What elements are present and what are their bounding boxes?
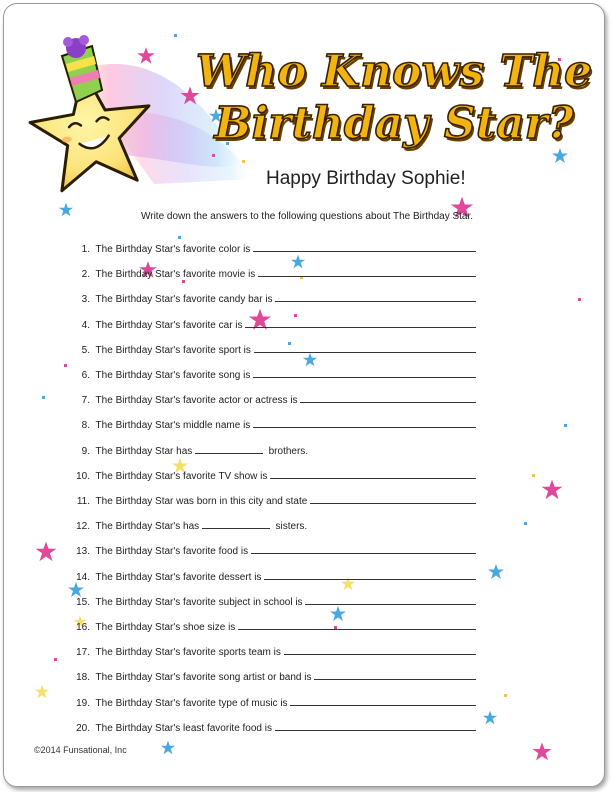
question-text: The Birthday Star's favorite song artist or band is (90, 672, 315, 684)
question-number: 6. (81, 370, 90, 381)
question-item (56, 570, 476, 583)
question-suffix: brothers. (263, 445, 309, 457)
question-text: The Birthday Star's favorite song is (90, 370, 254, 381)
question-text: The Birthday Star's favorite actor or actress is (90, 395, 301, 407)
question-number: 4. (81, 319, 90, 331)
question-text: The Birthday Star's favorite color is (90, 244, 254, 255)
question-text: The Birthday Star's middle name is (90, 420, 254, 432)
question-item (56, 544, 476, 557)
answer-blank[interactable] (195, 444, 263, 454)
question-number: 20. (76, 722, 90, 734)
question-text: The Birthday Star was born in this city and state (90, 496, 311, 507)
question-item (56, 418, 476, 431)
question-suffix: sisters. (269, 521, 308, 533)
answer-blank[interactable] (275, 292, 476, 302)
question-number: 13. (76, 546, 90, 558)
question-text: The Birthday Star has (90, 445, 196, 457)
question-text: The Birthday Star's least favorite food is (90, 722, 275, 734)
question-item (56, 670, 476, 683)
answer-blank[interactable] (270, 469, 476, 479)
answer-blank[interactable] (253, 368, 476, 378)
subtitle: Happy Birthday Sophie! (266, 168, 466, 189)
answer-blank[interactable] (253, 242, 476, 252)
answer-blank[interactable] (251, 544, 476, 554)
copyright-footer: ©2014 Funsational, Inc (34, 745, 127, 755)
question-item (56, 469, 476, 482)
question-number: 12. (76, 521, 90, 533)
answer-blank[interactable] (314, 670, 476, 680)
question-number: 7. (81, 395, 90, 407)
answer-blank[interactable] (238, 620, 476, 630)
question-number: 5. (81, 344, 90, 356)
question-item (56, 645, 476, 658)
question-number: 3. (81, 294, 90, 306)
answer-blank[interactable] (275, 721, 476, 731)
question-text: The Birthday Star's favorite car is (90, 319, 246, 331)
question-item (56, 444, 308, 457)
question-number: 15. (76, 596, 90, 608)
question-number: 11. (76, 496, 90, 507)
question-text: The Birthday Star's favorite candy bar is (90, 294, 276, 306)
question-item (56, 267, 476, 280)
question-number: 18. (76, 672, 90, 684)
answer-blank[interactable] (284, 645, 476, 655)
question-number: 17. (76, 647, 90, 659)
question-text: The Birthday Star's favorite sports team is (90, 647, 284, 659)
question-text: The Birthday Star's favorite dessert is (90, 571, 265, 583)
answer-blank[interactable] (300, 393, 476, 403)
question-number: 8. (81, 420, 90, 432)
question-text: The Birthday Star's favorite food is (90, 546, 251, 558)
question-number: 14. (76, 571, 90, 583)
party-hat-icon (62, 35, 102, 102)
answer-blank[interactable] (310, 494, 476, 504)
question-item (56, 494, 476, 507)
page-frame (3, 3, 605, 787)
question-text: The Birthday Star's favorite type of music is (90, 697, 291, 709)
question-text: The Birthday Star's has (90, 521, 202, 533)
question-number: 16. (76, 622, 90, 633)
question-text: The Birthday Star's shoe size is (90, 622, 239, 633)
question-number: 19. (76, 697, 90, 709)
question-item (56, 368, 476, 381)
title-line-1: Who Knows The (195, 46, 593, 97)
question-item (56, 696, 476, 709)
question-item (56, 292, 476, 305)
answer-blank[interactable] (245, 318, 476, 328)
answer-blank[interactable] (253, 418, 476, 428)
instructions: Write down the answers to the following questions about The Birthday Star. (141, 211, 474, 222)
question-item (56, 595, 476, 608)
answer-blank[interactable] (258, 267, 476, 277)
answer-blank[interactable] (305, 595, 476, 605)
question-number: 10. (76, 470, 90, 482)
question-item (56, 393, 476, 406)
question-item (56, 519, 307, 532)
question-text: The Birthday Star's favorite movie is (90, 269, 259, 281)
answer-blank[interactable] (202, 519, 270, 529)
answer-blank[interactable] (290, 696, 476, 706)
question-number: 2. (81, 269, 90, 281)
answer-blank[interactable] (254, 343, 476, 353)
question-item (56, 318, 476, 331)
question-item (56, 721, 476, 734)
question-text: The Birthday Star's favorite TV show is (90, 470, 271, 482)
question-number: 9. (81, 445, 90, 457)
question-item (56, 242, 476, 255)
answer-blank[interactable] (264, 570, 476, 580)
question-number: 1. (81, 244, 90, 255)
question-text: The Birthday Star's favorite sport is (90, 344, 254, 356)
question-item (56, 343, 476, 356)
question-text: The Birthday Star's favorite subject in school is (90, 596, 306, 608)
question-item (56, 620, 476, 633)
title-line-2: Birthday Star? (214, 98, 574, 149)
